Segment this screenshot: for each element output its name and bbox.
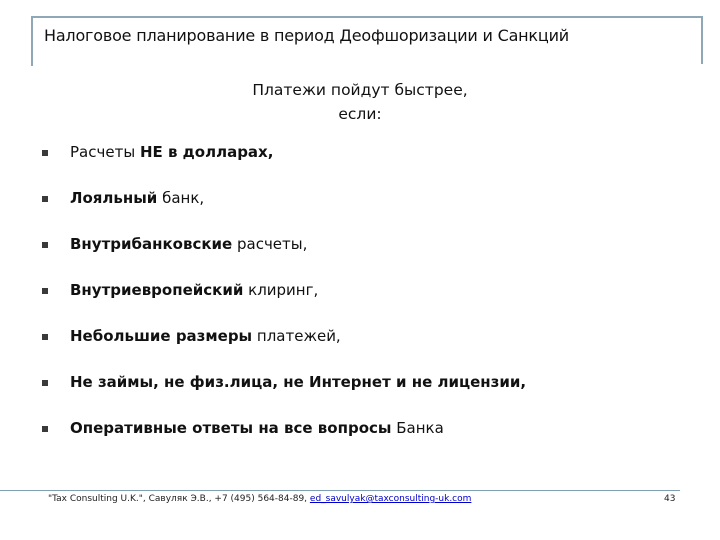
subtitle-line-2: если: xyxy=(338,105,382,123)
list-item xyxy=(42,186,526,232)
list-item xyxy=(42,416,526,462)
footer-divider xyxy=(0,490,680,491)
bullet-text: Небольшие размеры платежей, xyxy=(70,327,341,345)
bullet-text: Лояльный банк, xyxy=(70,189,205,207)
footer-email-link[interactable]: ed_savulyak@taxconsulting-uk.com xyxy=(309,494,472,504)
page-number: 43 xyxy=(664,494,676,504)
list-item xyxy=(42,324,526,370)
bullet-text: Не займы, не физ.лица, не Интернет и не лицензии, xyxy=(70,373,527,391)
subtitle xyxy=(200,78,520,126)
bullet-text: Внутрибанковские расчеты, xyxy=(70,235,308,253)
square-bullet-icon xyxy=(42,288,48,294)
footer-contact xyxy=(48,494,471,504)
bullet-text: Внутриевропейский клиринг, xyxy=(70,281,319,299)
square-bullet-icon xyxy=(42,334,48,340)
bullet-list xyxy=(42,140,526,462)
square-bullet-icon xyxy=(42,150,48,156)
bullet-text: Оперативные ответы на все вопросы Банка xyxy=(70,419,444,437)
subtitle-line-1: Платежи пойдут быстрее, xyxy=(252,81,468,99)
list-item xyxy=(42,232,526,278)
square-bullet-icon xyxy=(42,196,48,202)
square-bullet-icon xyxy=(42,242,48,248)
title-frame-left-border xyxy=(31,16,33,66)
page-title: Налоговое планирование в период Деофшоризации и Санкций xyxy=(44,26,569,45)
square-bullet-icon xyxy=(42,380,48,386)
list-item xyxy=(42,140,526,186)
square-bullet-icon xyxy=(42,426,48,432)
list-item xyxy=(42,370,526,416)
list-item xyxy=(42,278,526,324)
bullet-text: Расчеты НЕ в долларах, xyxy=(70,143,274,161)
footer-text: "Tax Consulting U.K.", Савуляк Э.В., +7 (495) 564-84-89, xyxy=(48,494,310,504)
